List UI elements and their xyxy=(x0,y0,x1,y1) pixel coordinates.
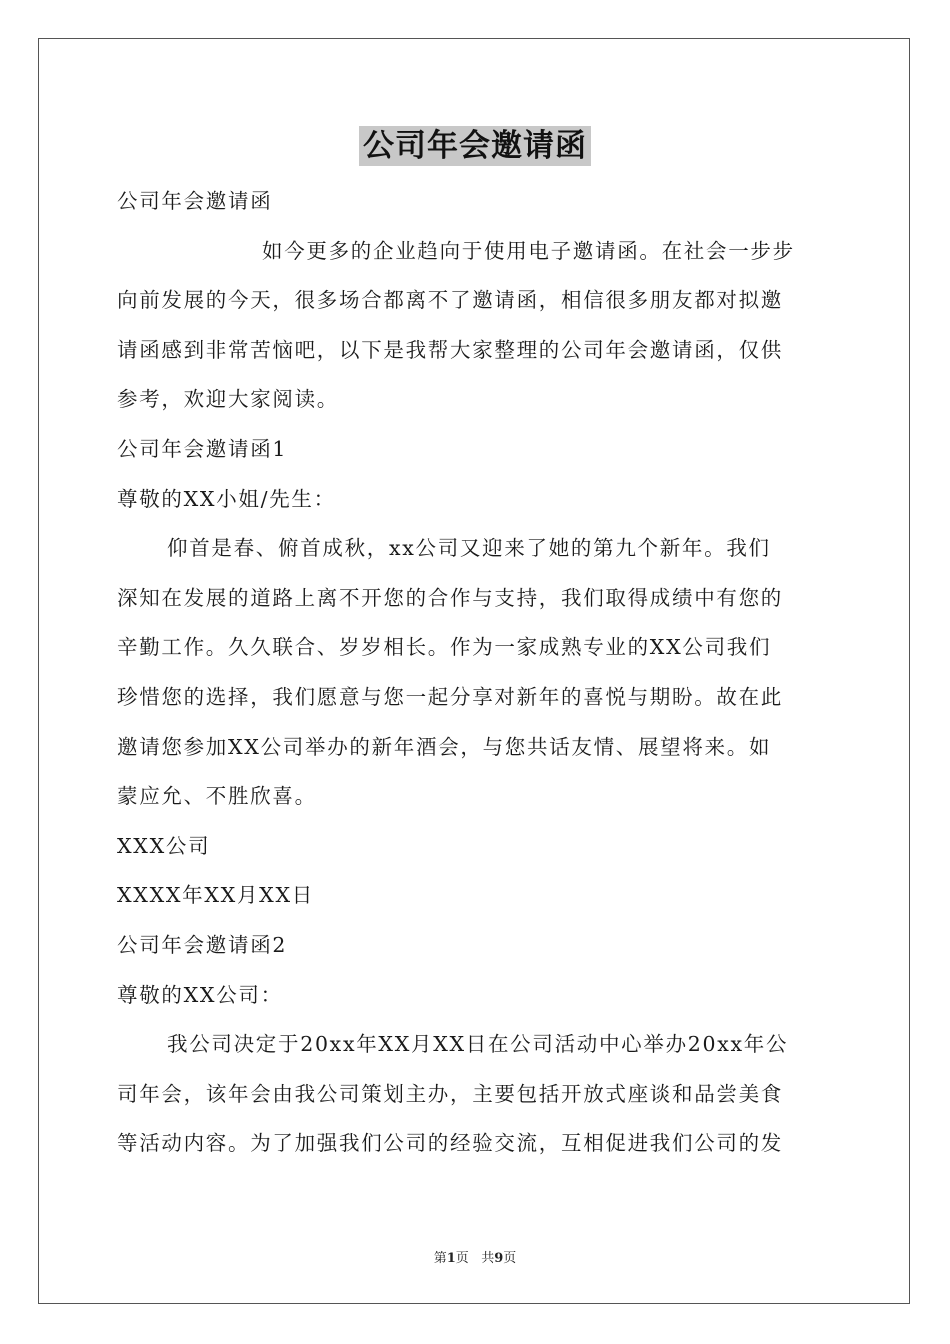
total-suffix: 页 xyxy=(503,1251,517,1266)
paragraph-line: 等活动内容。为了加强我们公司的经验交流，互相促进我们公司的发 xyxy=(117,1131,783,1156)
section-heading: 公司年会邀请函1 xyxy=(117,436,288,461)
paragraph-line: 珍惜您的选择，我们愿意与您一起分享对新年的喜悦与期盼。故在此 xyxy=(117,684,783,709)
signature-date: XXXX年XX月XX日 xyxy=(117,883,314,908)
page-prefix: 第 xyxy=(433,1251,447,1266)
section-heading: 公司年会邀请函2 xyxy=(117,932,288,957)
document-body xyxy=(117,177,831,1169)
total-pages: 9 xyxy=(494,1251,504,1266)
signature-company: XXX公司 xyxy=(117,833,211,858)
paragraph-line: 深知在发展的道路上离不开您的合作与支持，我们取得成绩中有您的 xyxy=(117,585,783,610)
paragraph-line: 请函感到非常苦恼吧，以下是我帮大家整理的公司年会邀请函，仅供 xyxy=(117,337,783,362)
paragraph-line: 我公司决定于20xx年XX月XX日在公司活动中心举办20xx年公 xyxy=(167,1032,789,1057)
paragraph-line: 向前发展的今天，很多场合都离不了邀请函，相信很多朋友都对拟邀 xyxy=(117,288,783,313)
paragraph-line: 参考，欢迎大家阅读。 xyxy=(117,387,339,412)
paragraph-line: 邀请您参加XX公司举办的新年酒会，与您共话友情、展望将来。如 xyxy=(117,734,772,759)
page-suffix: 页 xyxy=(455,1251,469,1266)
document-title: 公司年会邀请函 xyxy=(359,126,591,166)
paragraph-line: 仰首是春、俯首成秋，xx公司又迎来了她的第九个新年。我们 xyxy=(167,536,771,561)
title-wrap xyxy=(0,126,950,166)
salutation: 尊敬的XX小姐/先生： xyxy=(117,486,336,511)
heading-line: 公司年会邀请函 xyxy=(117,189,273,213)
paragraph-line: 司年会，该年会由我公司策划主办，主要包括开放式座谈和品尝美食 xyxy=(117,1081,783,1106)
page-number: 1 xyxy=(446,1251,456,1266)
paragraph-line: 如今更多的企业趋向于使用电子邀请函。在社会一步步 xyxy=(262,238,795,263)
paragraph-line: 蒙应允、不胜欣喜。 xyxy=(117,784,317,809)
salutation: 尊敬的XX公司： xyxy=(117,982,283,1007)
total-prefix: 共 xyxy=(481,1251,495,1266)
paragraph-line: 辛勤工作。久久联合、岁岁相长。作为一家成熟专业的XX公司我们 xyxy=(117,635,772,660)
page-footer xyxy=(0,1247,950,1266)
